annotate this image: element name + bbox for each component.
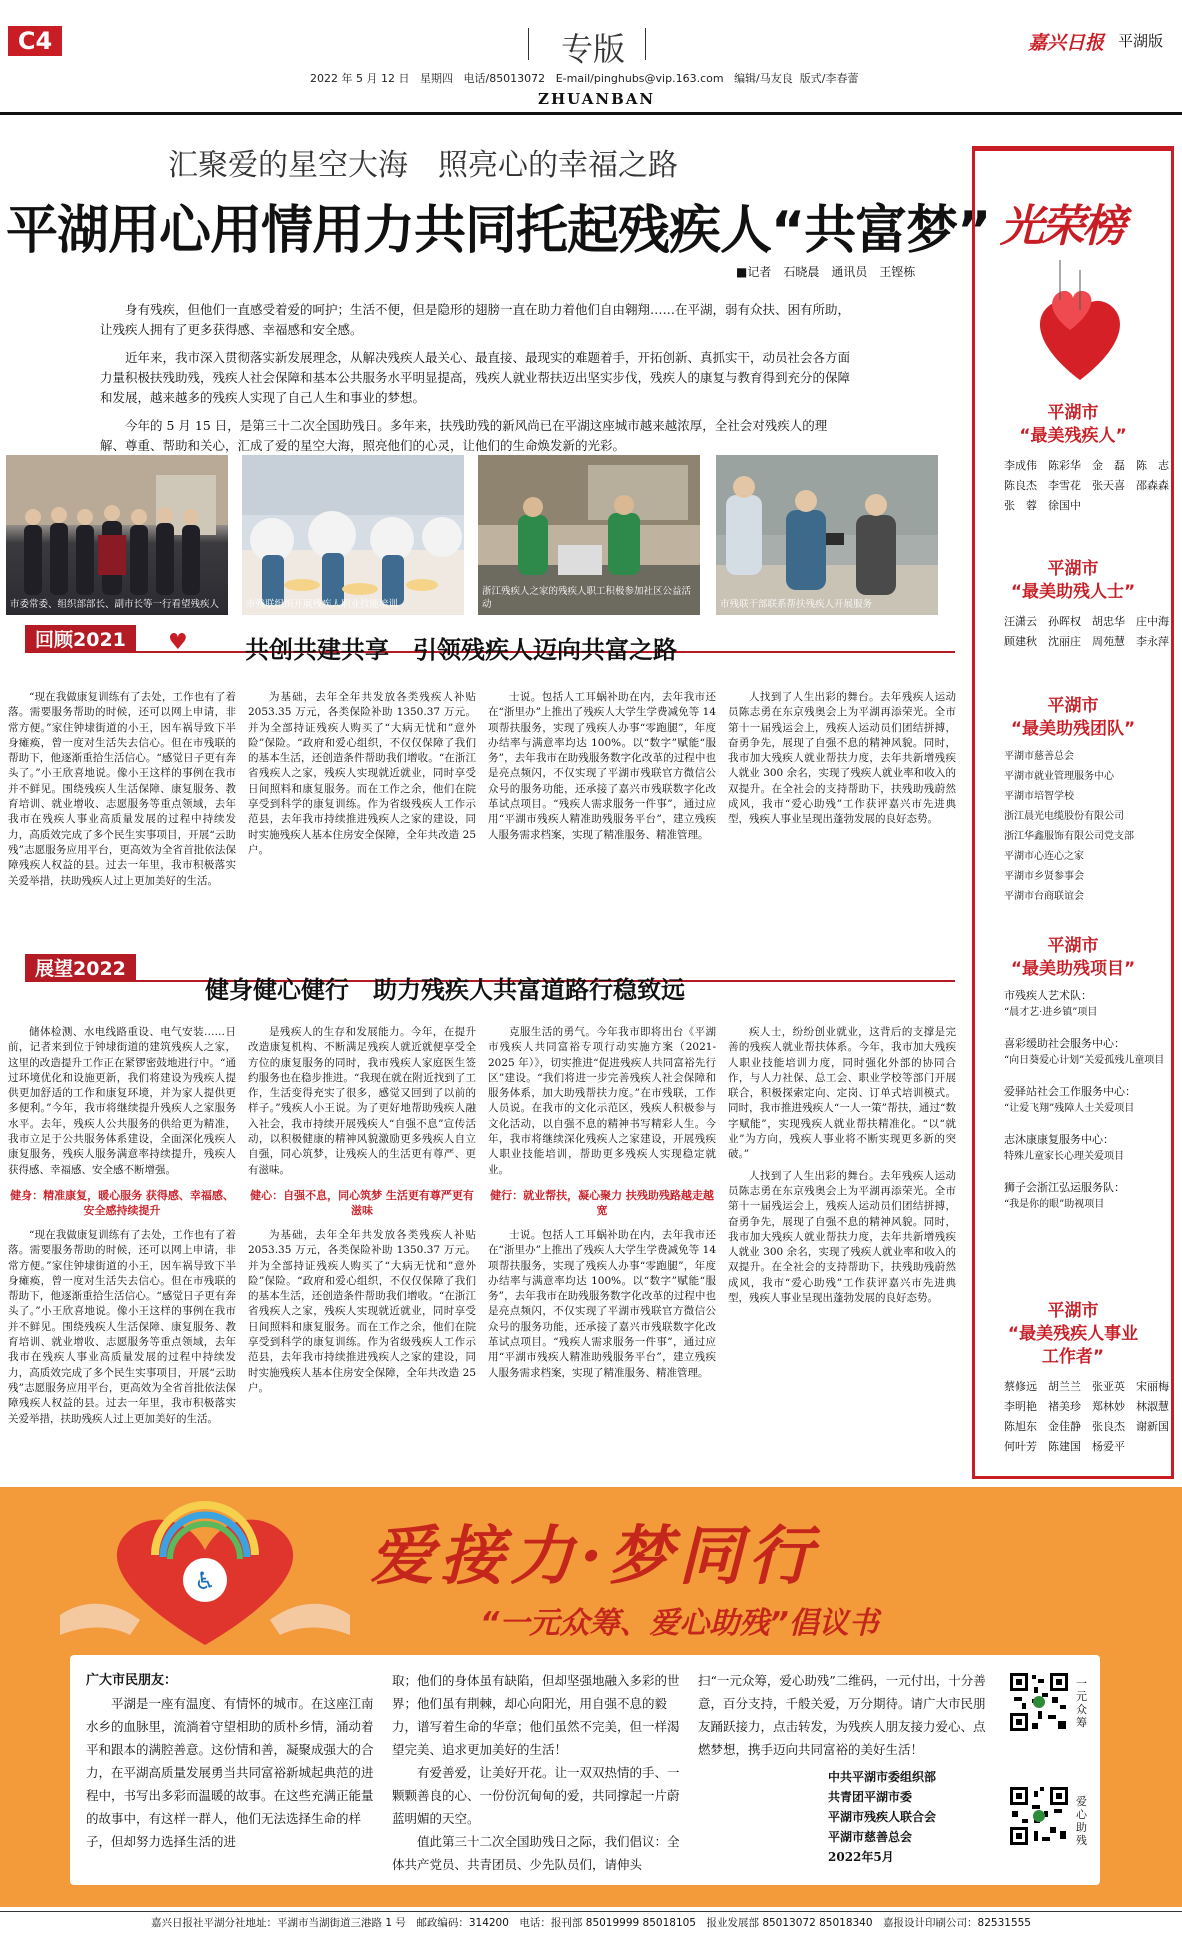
edition-name: 平湖版	[1118, 32, 1164, 50]
outlook-column	[248, 1025, 476, 1477]
outlook-text: 储体检测、水电线路重设、电气安装……日前，记者来到位于钟埭街道的建筑残疾人之家，这里的改造提升工作正在紧锣密鼓地进行中。“通过环境优化和设施更新，我们将建设为残疾人提供更加舒适的工作和康复环境，并为家人提供更多便利。”今年，我市将继续提升残疾人之家服务水平。去年，残疾人公共服务的供给更为精准，我市立足于公共服务体系建设，全面深化残疾人康复服务，残疾人服务满意率持续提升，残疾人获得感、幸福感、安全感不断增强。	[8, 1026, 236, 1176]
news-photo	[478, 455, 700, 615]
honoree-names: 汪潇云 孙晖权 胡忠华 庄中海 顾建秋 沈丽庄 周苑慧 李永萍	[1004, 615, 1180, 648]
article-intro	[100, 300, 850, 456]
issue-email[interactable]: E-mail/pinghubs@vip.163.com	[555, 72, 724, 85]
section-tag-outlook: 展望2022	[25, 954, 136, 980]
outlook-body	[8, 1025, 956, 1477]
heart-icon: ♥	[168, 630, 188, 655]
team-item: 平湖市慈善总会	[1004, 751, 1074, 762]
outlook-column	[728, 1025, 956, 1477]
outlook-subhead: 健身：精准康复，暖心服务 获得感、幸福感、安全感持续提升	[10, 1188, 234, 1217]
signer: 平湖市慈善总会	[828, 1830, 913, 1844]
team-item: 浙江华鑫服饰有限公司党支部	[1004, 831, 1134, 842]
team-item: 平湖市就业管理服务中心	[1004, 771, 1114, 782]
signer: 中共平湖市委组织部	[828, 1770, 937, 1784]
review-column: 士说。包括人工耳蜗补助在内，去年我市还在“浙里办”上推出了残疾人大学生学费减免等 14 项帮扶服务，实现了残疾人办事“零跑腿”，年度办结率与满意率均达 100%。以“数字”赋能“服务”，去年我市在助残服务数字化改革的过程中也是亮点频闪，不仅实现了平湖市残联官方微信公众号的服务功能，还承接了嘉兴市残联数字化改革试点项目。“残疾人需求服务一件事”，通过应用“平湖市残疾人精准助残服务平台”，建立残疾人服务需求档案，实现了精准服务、精准管理。	[488, 691, 716, 841]
project-item: “向日葵爱心计划”关爱孤残儿童项目	[1004, 1055, 1165, 1066]
letter-text: 值此第三十二次全国助残日之际，我们倡议：全体共产党员、共青团员、少先队员们，请伸头	[392, 1834, 680, 1872]
news-photo	[242, 455, 464, 615]
photo-caption: 浙江残疾人之家的残疾人职工积极参加社区公益活动	[482, 586, 692, 610]
outlook-column	[488, 1025, 716, 1477]
letter-text: 扫“一元众筹，爱心助残”二维码，一元付出，十分善意，百分支持，千般关爱，万分期待。请广大市民朋友踊跃接力，点击转发，为残疾人朋友接力爱心、点燃梦想，携手迈向共同富裕的美好生活！	[698, 1673, 986, 1757]
banner-heading: 爱接力·梦同行	[370, 1519, 819, 1594]
sign-date: 2022年5月	[828, 1850, 894, 1864]
outlook-text: 士说。包括人工耳蜗补助在内，去年我市还在“浙里办”上推出了残疾人大学生学费减免等 14 项帮扶服务，实现了残疾人办事“零跑腿”，年度办结率与满意率均达 100%。以“数字”赋能“服务”，去年我市在助残服务数字化改革的过程中也是亮点频闪，不仅实现了平湖市残联官方微信公众号的服务功能，还承接了嘉兴市残联数字化改革试点项目。“残疾人需求服务一件事”，通过应用“平湖市残疾人精准助残服务平台”，建立残疾人服务需求档案，实现了精准服务、精准管理。	[488, 1228, 716, 1379]
review-column: “现在我做康复训练有了去处，工作也有了着落。需要服务帮助的时候，还可以网上申请，非常方便。”家住钟埭街道的小王，因车祸导致下半身瘫痪，曾一度对生活失去信心。但在市残联的帮助下，他逐渐重拾生活信心。“感觉日子更有奔头了。”小王欣喜地说。像小王这样的事例在我市并不鲜见。围绕残疾人生活保障、康复服务、教育培训、就业增收、志愿服务等重点领域，去年我市在残疾人事业高质量发展的过程中持续发力，高质效完成了多个民生实事项目，开展“云助残”志愿服务应用平台，更高效为全省首批依法保障残疾人权益的县。过去一年里，我市积极落实关爱举措，扶助残疾人过上更加美好的生活。	[8, 691, 236, 887]
group-heading: 平湖市	[1047, 559, 1099, 579]
group-heading: “最美助残团队”	[1010, 719, 1136, 739]
project-item: “我是你的眼”助视项目	[1004, 1199, 1105, 1210]
outlook-text: “现在我做康复训练有了去处，工作也有了着落。需要服务帮助的时候，还可以网上申请，非常方便。”家住钟埭街道的小王，因车祸导致下半身瘫痪，曾一度对生活失去信心。但在市残联的帮助下，他逐渐重拾生活信心。“感觉日子更有奔头了。”小王欣喜地说。像小王这样的事例在我市并不鲜见。围绕残疾人生活保障、康复服务、教育培训、就业增收、志愿服务等重点领域，去年我市在残疾人事业高质量发展的过程中持续发力，高质效完成了多个民生实事项目，开展“云助残”志愿服务应用平台，更高效为全省首批依法保障残疾人权益的县。过去一年里，我市积极落实关爱举措，扶助残疾人过上更加美好的生活。	[8, 1228, 236, 1425]
section-pinyin: ZHUANBAN	[538, 90, 656, 108]
letter-signers	[828, 1767, 988, 1867]
outlook-title: 健身健心健行 助力残疾人共富道路行稳致远	[205, 976, 685, 1004]
project-org: 狮子会浙江弘运服务队：	[1004, 1181, 1125, 1194]
honor-roll-title: 光荣榜	[1000, 201, 1123, 252]
newspaper-logo: 嘉兴日报	[1028, 32, 1105, 54]
team-item: 平湖市乡贤参事会	[1004, 871, 1084, 882]
group-heading: 平湖市	[1047, 403, 1099, 423]
project-item: 特殊儿童家长心理关爱项目	[1004, 1151, 1124, 1162]
review-column: 为基础，去年全年共发放各类残疾人补贴 2053.35 万元，各类保险补助 1350.37 万元。并为全部持证残疾人购买了“大病无忧和”意外险”保险。“政府和爱心组织，不仅仅保障了我们的基本生活，还创造条件帮助我们增收。“在浙江省残疾人之家，残疾人实现就近就业，同时享受日间照料和康复服务。而在工作之余，他们在院享受到科学的康复训练。作为省级残疾人工作示范县，去年我市持续推进残疾人之家的建设，同时实施残疾人基本住房安全保障，全年共改造 25 户。	[248, 691, 476, 856]
news-photo	[716, 455, 938, 615]
article-byline: ■记者 石晓晨 通讯员 王铿栋	[736, 265, 916, 279]
issue-date: 2022 年 5 月 12 日	[310, 72, 410, 85]
photo-caption: 市残联组织开展残疾人职业技能培训	[246, 599, 399, 610]
qr-code-icon[interactable]	[1008, 1785, 1070, 1847]
team-item: 平湖市台商联谊会	[1004, 891, 1084, 902]
svg-text:♿: ♿	[194, 1567, 216, 1595]
photo-caption: 市委常委、组织部部长、副市长等一行看望残疾人	[10, 599, 220, 610]
team-list	[1004, 747, 1182, 907]
banner-subheading: “一元众筹、爱心助残”倡议书	[480, 1606, 879, 1641]
honor-group	[974, 558, 1180, 652]
qr-label: 爱心助残	[1076, 1795, 1087, 1847]
review-title: 共创共建共享 引领残疾人迈向共富之路	[245, 636, 677, 664]
honor-group	[974, 695, 1182, 907]
letter-salutation: 广大市民朋友：	[86, 1673, 178, 1688]
issue-phone: 电话/85013072	[463, 72, 546, 85]
initiative-letter	[70, 1655, 1100, 1885]
photo-service-illustration	[716, 455, 938, 615]
outlook-text: 人找到了人生出彩的舞台。去年残疾人运动员陈志勇在东京残奥会上为平湖再添荣光。全市第十一届残运会上，残疾人运动员们团结拼搏，奋勇争先，展现了自强不息的精神风貌。同时，我市加大残疾人就业帮扶力度，去年共新增残疾人就业 300 余名，实现了残疾人就业率和收入的双提升。在全社会的支持帮助下，扶残助残蔚然成风，我市“爱心助残”工作获评嘉兴市先进典型，残疾人事业呈现出蓬勃发展的良好态势。	[728, 1169, 956, 1305]
issue-editor: 编辑/马友良	[734, 72, 793, 85]
team-item: 浙江晨光电缆股份有限公司	[1004, 811, 1124, 822]
outlook-subhead: 健心：自强不息，同心筑梦 生活更有尊严更有滋味	[250, 1188, 474, 1217]
photo-training-illustration	[242, 455, 464, 615]
honoree-names: 蔡修远 胡兰兰 张亚英 宋丽梅 李明艳 褚美珍 郑林妙 林淑慧 陈旭东 金佳静 张良杰 谢新国 何叶芳 陈建国 杨爱平	[1004, 1380, 1180, 1453]
section-name: 专版	[560, 30, 625, 68]
project-item: “让爱飞翔”残障人士关爱项目	[1004, 1103, 1135, 1114]
heart-hands-icon	[60, 1495, 350, 1655]
intro-paragraph: 身有残疾，但他们一直感受着爱的呵护；生活不便，但是隐形的翅膀一直在助力着他们自由翱翔……在平湖，弱有众扶、困有所助，让残疾人拥有了更多获得感、幸福感和安全感。	[100, 302, 851, 337]
review-column: 人找到了人生出彩的舞台。去年残疾人运动员陈志勇在东京残奥会上为平湖再添荣光。全市第十一届残运会上，残疾人运动员们团结拼搏，奋勇争先，展现了自强不息的精神风貌。同时，我市加大残疾人就业帮扶力度，去年共新增残疾人就业 300 余名，实现了残疾人就业率和收入的双提升。在全社会的支持帮助下，扶残助残蔚然成风，我市“爱心助残”工作获评嘉兴市先进典型，残疾人事业呈现出蓬勃发展的良好态势。	[728, 691, 956, 826]
hearts-icon	[1030, 260, 1130, 390]
intro-paragraph: 今年的 5 月 15 日，是第三十二次全国助残日。多年来，扶残助残的新风尚已在平湖这座城市越来越浓厚，全社会对残疾人的理解、尊重、帮助和关心，汇成了爱的星空大海，照亮他们的心灵，让他们的生命焕发新的光彩。	[100, 418, 828, 453]
qr-label: 一元众筹	[1076, 1677, 1087, 1729]
article-headline: 平湖用心用情用力共同托起残疾人“共富梦”	[6, 201, 991, 261]
qr-code-icon[interactable]	[1008, 1671, 1070, 1733]
photo-caption: 市残联干部联系帮扶残疾人开展服务	[720, 599, 873, 610]
news-photo	[6, 455, 228, 615]
honoree-names: 李成伟 陈彩华 金 磊 陈 志 陈良杰 李雪花 张天喜 邵森森 张 蓉 徐国中	[1004, 459, 1180, 512]
outlook-text: 是残疾人的生存和发展能力。今年，在提升改造康复机构、不断满足残疾人就近就便享受全方位的康复服务的同时，我市残疾人家庭医生签约服务也在稳步推进。“我现在就在附近找到了工作，生活变得充实了很多，感觉又回到了以前的样子。”残疾人小王说。为了更好地帮助残疾人融入社会，我市持续开展残疾人“自强不息”宣传活动，以积极健康的精神风貌激励更多残疾人自立自强，同心筑梦，让残疾人的生活更有尊严、更有滋味。	[248, 1026, 476, 1176]
project-org: 志沐康康复服务中心：	[1004, 1133, 1114, 1146]
project-org: 喜彩缓助社会服务中心：	[1004, 1037, 1125, 1050]
divider	[645, 28, 646, 60]
project-item: “晨才艺·进乡镇”项目	[1004, 1007, 1098, 1018]
group-heading: “最美残疾人事业工作者”	[1007, 1324, 1139, 1367]
honor-group	[974, 1300, 1180, 1457]
photo-people-illustration	[6, 455, 228, 615]
letter-text: 平湖是一座有温度、有情怀的城市。在这座江南水乡的血脉里，流淌着守望相助的质朴乡情，涌动着平和跟本的满腔善意。这份情和善，凝聚成强大的合力，在平湖高质量发展勇当共同富裕新城起典范的进程中，书写出多彩而温暖的故事。在这些充满正能量的故事中，有这样一群人，他们无法选择生命的样子，但却努力选择生活的进	[86, 1696, 374, 1849]
outlook-column	[8, 1025, 236, 1477]
group-heading: 平湖市	[1047, 696, 1099, 716]
masthead-rule	[0, 112, 1182, 115]
page-footer: 嘉兴日报社平湖分社地址：平湖市当湖街道三港路 1 号 邮政编码：314200 电话：报刊部 85019999 85018105 报业发展部 85013072 85018340 嘉报设计印刷公司：82531555	[0, 1911, 1182, 1933]
project-org: 市残疾人艺术队：	[1004, 989, 1092, 1002]
outlook-text: 为基础，去年全年共发放各类残疾人补贴 2053.35 万元，各类保险补助 1350.37 万元。并为全部持证残疾人购买了“大病无忧和”意外险”保险。“政府和爱心组织，不仅仅保障了我们的基本生活，还创造条件帮助我们增收。“在浙江省残疾人之家，残疾人实现就近就业，同时享受日间照料和康复服务。而在工作之余，他们在院享受到科学的康复训练。作为省级残疾人工作示范县，去年我市持续推进残疾人之家的建设，同时实施残疾人基本住房安全保障，全年共改造 25 户。	[248, 1228, 476, 1394]
outlook-text: 克服生活的勇气。今年我市即将出台《平湖市残疾人共同富裕专项行动实施方案（2021-2025 年）》，切实推进“促进残疾人共同富裕先行区”建设。“我们将进一步完善残疾人社会保障和服务体系，加大助残帮扶力度。”在市残联，工作人员说。在我市的文化示范区，残疾人积极参与文化活动，以自强不息的精神书写精彩人生。今年，我市将继续深化残疾人之家建设，开展残疾人职业技能培训，帮助更多残疾人实现稳定就业。	[488, 1026, 716, 1176]
review-body	[8, 690, 956, 944]
letter-column	[698, 1669, 988, 1867]
group-heading: “最美残疾人”	[1019, 426, 1127, 446]
honor-group	[974, 402, 1180, 516]
outlook-subhead: 健行：就业帮扶，凝心聚力 扶残助残路越走越宽	[490, 1188, 714, 1217]
signer: 平湖市残疾人联合会	[828, 1810, 937, 1824]
issue-info	[310, 70, 930, 86]
section-tag-review: 回顾2021	[25, 625, 136, 651]
issue-weekday: 星期四	[419, 72, 453, 85]
issue-designer: 版式/李春蕾	[799, 72, 859, 85]
group-heading: “最美助残人士”	[1010, 582, 1136, 602]
letter-text: 有爱善爱，让美好开花。让一双双热情的手、一颗颗善良的心、一份份沉甸甸的爱，共同撑起一片蔚蓝明媚的天空。	[392, 1765, 680, 1826]
article-subhead: 汇聚爱的星空大海 照亮心的幸福之路	[168, 148, 678, 183]
letter-column	[86, 1669, 376, 1853]
divider	[528, 28, 529, 60]
honor-group	[974, 935, 1182, 1213]
outlook-text: 疾人士，纷纷创业就业，这背后的支撑是完善的残疾人就业帮扶体系。今年，我市加大残疾人职业技能培训力度，同时强化外部的协同合作，与人力社保、总工会、职业学校等部门开展联合，积极探索定向、定岗、订单式培训模式。同时，我市推进残疾人“一人一策”帮扶，通过“数字赋能”，实现残疾人就业帮扶精准化。“以“就业”为方向，残疾人事业将不断实现更多新的突破。”	[728, 1026, 956, 1161]
intro-paragraph: 近年来，我市深入贯彻落实新发展理念，从解决残疾人最关心、最直接、最现实的难题着手，开拓创新、真抓实干，动员社会各方面力量积极扶残助残，残疾人社会保障和基本公共服务水平明显提高，残疾人就业帮扶迈出坚实步伐，残疾人的康复与教育得到充分的保障和发展，越来越多的残疾人实现了自己人生和事业的梦想。	[100, 350, 851, 405]
project-org: 爱驿站社会工作服务中心：	[1004, 1085, 1136, 1098]
page-number: C4	[8, 26, 62, 56]
team-item: 平湖市心连心之家	[1004, 851, 1084, 862]
letter-text: 取；他们的身体虽有缺陷，但却坚强地融入多彩的世界；他们虽有荆棘，却心向阳光，用自强不息的毅力，谱写着生命的华章；他们虽然不完美，但一样渴望完美、追求更加美好的生活！	[392, 1673, 680, 1757]
project-list	[1004, 987, 1182, 1213]
signer: 共青团平湖市委	[828, 1790, 913, 1804]
group-heading: 平湖市	[1047, 1301, 1099, 1321]
team-item: 平湖市培智学校	[1004, 791, 1074, 802]
letter-column	[392, 1669, 682, 1876]
group-heading: “最美助残项目”	[1010, 959, 1136, 979]
group-heading: 平湖市	[1047, 936, 1099, 956]
